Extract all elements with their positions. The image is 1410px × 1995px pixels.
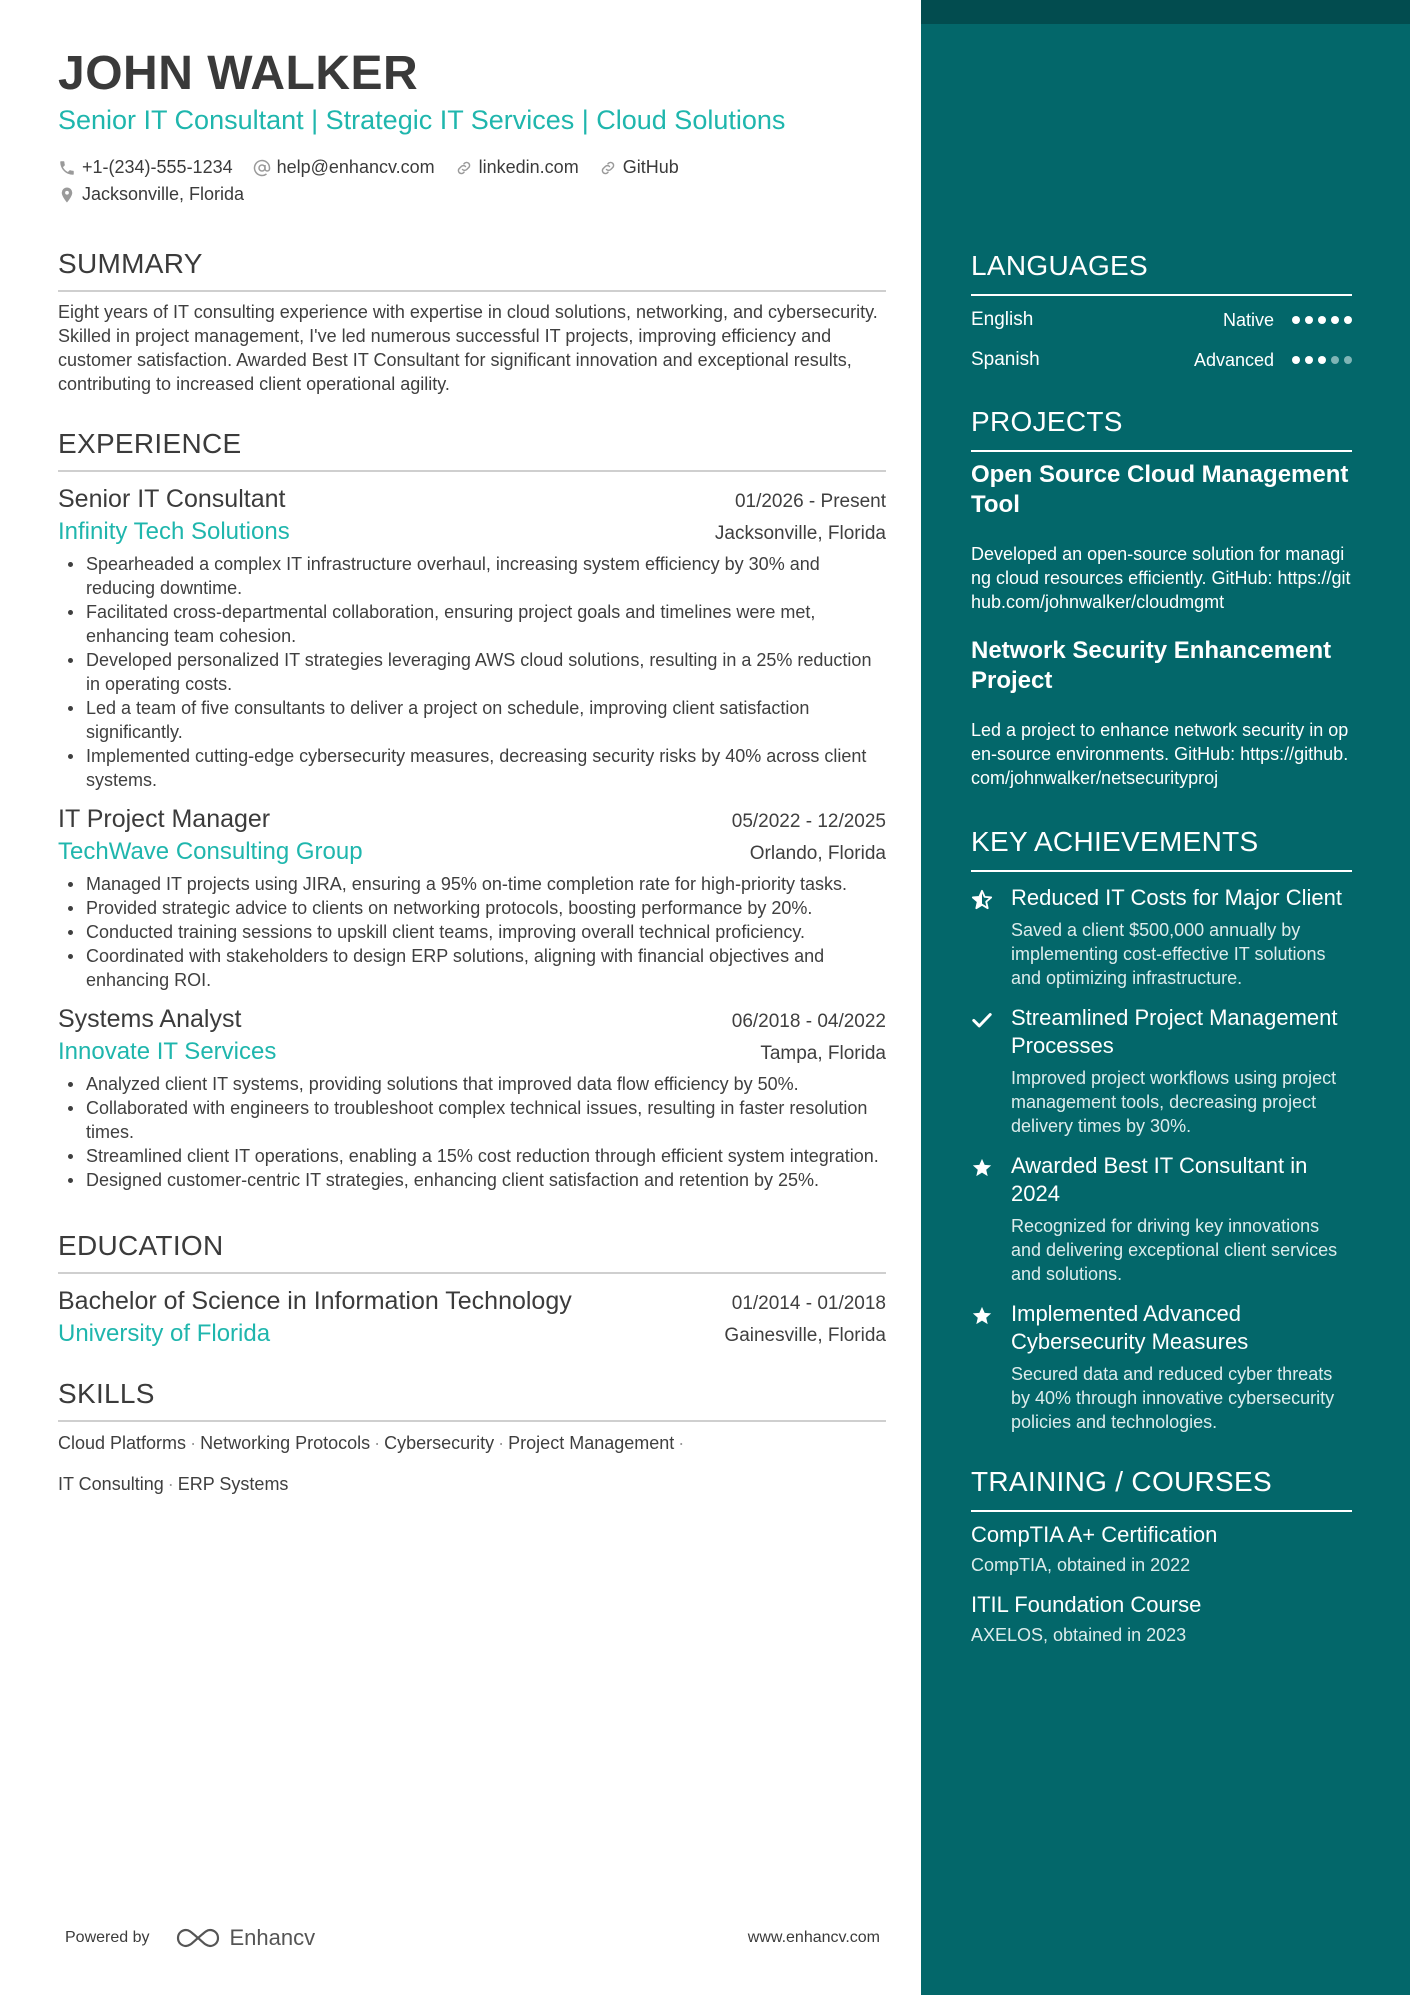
footer <box>65 1925 880 1951</box>
course-provider: AXELOS, obtained in 2023 <box>971 1625 1187 1645</box>
skill-separator: · <box>498 1433 505 1453</box>
job-bullets <box>58 872 886 992</box>
experience-title: EXPERIENCE <box>58 426 886 472</box>
half-star-icon <box>971 889 993 911</box>
course-provider: CompTIA, obtained in 2022 <box>971 1555 1191 1575</box>
achievement-description: Improved project workflows using project management tools, decreasing project delivery times by 30%. <box>1011 1068 1337 1136</box>
achievements-title: KEY ACHIEVEMENTS <box>971 824 1352 872</box>
job-location: Orlando, Florida <box>749 843 886 864</box>
achievement-title: Streamlined Project Management Processes <box>1011 1005 1338 1058</box>
course-item <box>971 1590 1352 1648</box>
course-item <box>971 1520 1352 1578</box>
achievement-description: Recognized for driving key innovations and delivering exceptional client services and solutions. <box>1011 1216 1338 1284</box>
phone-contact[interactable] <box>58 157 233 178</box>
achievement-item <box>971 1004 1352 1138</box>
checkmark-icon <box>971 1009 993 1031</box>
star-icon <box>971 1157 993 1179</box>
github-contact[interactable] <box>599 157 679 178</box>
bullet-item: Led a team of five consultants to deliver a project on schedule, improving client satisfaction significantly. <box>58 696 886 744</box>
project-item <box>971 460 1352 614</box>
projects-title: PROJECTS <box>971 404 1352 452</box>
language-row <box>971 340 1352 380</box>
achievement-description: Saved a client $500,000 annually by implementing cost-effective IT solutions and optimizing infrastructure. <box>1011 920 1326 988</box>
phone-icon <box>58 159 76 177</box>
contact-info <box>58 154 886 208</box>
language-level: Native <box>1222 309 1274 330</box>
headline: Senior IT Consultant | Strategic IT Services | Cloud Solutions <box>58 105 786 135</box>
job-bullets <box>58 1072 886 1192</box>
rating-dot <box>1292 316 1300 324</box>
job-title: Systems Analyst <box>58 1005 242 1033</box>
job-dates: 06/2018 - 04/2022 <box>731 1011 886 1032</box>
main-column <box>58 48 886 1505</box>
project-description: Developed an open-source solution for managing cloud resources efficiently. GitHub: https://github.com/johnwalker/cloudmgmt <box>971 544 1351 612</box>
education-location: Gainesville, Florida <box>724 1325 886 1346</box>
summary-text: Eight years of IT consulting experience with expertise in cloud solutions, networking, and cybersecurity. Skilled in project management, I've led numerous successful IT projects, improving efficiency and customer satisfaction. Awarded Best IT Consultant for significant innovation and exceptional results, contributing to increased client operational agility. <box>58 302 878 394</box>
language-row <box>971 300 1352 340</box>
rating-dot <box>1344 316 1352 324</box>
achievement-item <box>971 1152 1352 1286</box>
bullet-item: Collaborated with engineers to troubleshoot complex technical issues, resulting in faster resolution times. <box>58 1096 886 1144</box>
candidate-name: JOHN WALKER <box>58 47 419 100</box>
rating-dot <box>1318 316 1326 324</box>
email-text: help@enhancv.com <box>276 157 435 177</box>
skill-separator: · <box>190 1433 197 1453</box>
job-entry <box>58 802 886 992</box>
rating-dot-empty <box>1344 356 1352 364</box>
skills-row <box>58 1464 886 1505</box>
job-company: Infinity Tech Solutions <box>58 518 290 545</box>
enhancv-logo[interactable] <box>176 1925 316 1951</box>
job-company: TechWave Consulting Group <box>58 838 363 865</box>
training-section <box>971 1464 1352 1648</box>
achievement-title: Awarded Best IT Consultant in 2024 <box>1011 1153 1308 1206</box>
location-text: Jacksonville, Florida <box>82 184 245 204</box>
skill-tag: Networking Protocols <box>200 1433 371 1453</box>
language-level: Advanced <box>1193 349 1274 370</box>
linkedin-contact[interactable] <box>455 157 579 178</box>
skill-tag: ERP Systems <box>177 1474 289 1494</box>
achievement-item <box>971 1300 1352 1434</box>
achievements-section <box>971 824 1352 1434</box>
skill-separator: · <box>167 1474 174 1494</box>
project-title: Open Source Cloud Management Tool <box>971 461 1349 518</box>
bullet-item: Managed IT projects using JIRA, ensuring a 95% on-time completion rate for high-priority tasks. <box>58 872 886 896</box>
star-icon <box>971 1305 993 1327</box>
job-title: Senior IT Consultant <box>58 485 286 513</box>
achievement-title: Reduced IT Costs for Major Client <box>1011 885 1342 910</box>
bullet-item: Coordinated with stakeholders to design ERP solutions, aligning with financial objectives and enhancing ROI. <box>58 944 886 992</box>
education-title: EDUCATION <box>58 1228 886 1274</box>
education-entry <box>58 1284 886 1350</box>
sidebar <box>921 0 1410 1995</box>
job-title: IT Project Manager <box>58 805 271 833</box>
achievement-item <box>971 884 1352 990</box>
course-title: CompTIA A+ Certification <box>971 1522 1218 1547</box>
summary-title: SUMMARY <box>58 246 886 292</box>
enhancv-logo-icon <box>176 1926 222 1950</box>
languages-title: LANGUAGES <box>971 248 1352 296</box>
bullet-item: Analyzed client IT systems, providing solutions that improved data flow efficiency by 50%. <box>58 1072 886 1096</box>
language-name: English <box>971 309 1034 330</box>
training-title: TRAINING / COURSES <box>971 1464 1352 1512</box>
education-dates: 01/2014 - 01/2018 <box>731 1293 886 1314</box>
job-location: Jacksonville, Florida <box>714 523 886 544</box>
education-section <box>58 1228 886 1350</box>
bullet-item: Implemented cutting-edge cybersecurity measures, decreasing security risks by 40% across client systems. <box>58 744 886 792</box>
achievement-title: Implemented Advanced Cybersecurity Measures <box>1011 1301 1249 1354</box>
rating-dot-empty <box>1331 356 1339 364</box>
skill-separator: · <box>374 1433 381 1453</box>
rating-dot <box>1305 356 1313 364</box>
skills-title: SKILLS <box>58 1376 886 1422</box>
location-contact <box>58 184 244 205</box>
link-icon <box>455 159 473 177</box>
project-description: Led a project to enhance network security in open-source environments. GitHub: https://github.com/johnwalker/netsecurityproj <box>971 720 1349 788</box>
achievement-description: Secured data and reduced cyber threats by 40% through innovative cybersecurity policies and technologies. <box>1011 1364 1335 1432</box>
at-icon <box>253 159 271 177</box>
location-pin-icon <box>58 186 76 204</box>
powered-by-text: Powered by <box>65 1929 150 1946</box>
job-entry <box>58 1002 886 1192</box>
skill-tag: Cybersecurity <box>384 1433 495 1453</box>
rating-dot <box>1292 356 1300 364</box>
brand-text: Enhancv <box>229 1925 316 1950</box>
sidebar-top-bar <box>921 0 1410 24</box>
skill-separator: · <box>678 1433 685 1453</box>
course-title: ITIL Foundation Course <box>971 1592 1202 1617</box>
bullet-item: Streamlined client IT operations, enabling a 15% cost reduction through efficient system integration. <box>58 1144 886 1168</box>
job-location: Tampa, Florida <box>760 1043 886 1064</box>
bullet-item: Designed customer-centric IT strategies, enhancing client satisfaction and retention by 25%. <box>58 1168 886 1192</box>
skill-tag: Cloud Platforms <box>58 1433 187 1453</box>
project-title: Network Security Enhancement Project <box>971 637 1332 694</box>
rating-dot <box>1318 356 1326 364</box>
job-entry <box>58 482 886 792</box>
skill-tag: Project Management <box>508 1433 675 1453</box>
rating-dot <box>1331 316 1339 324</box>
language-rating <box>1292 316 1352 324</box>
job-dates: 05/2022 - 12/2025 <box>731 811 886 832</box>
project-item <box>971 636 1352 790</box>
skills-section <box>58 1376 886 1505</box>
experience-section <box>58 426 886 1192</box>
email-contact[interactable] <box>253 157 435 178</box>
phone-text: +1-(234)-555-1234 <box>82 157 233 177</box>
bullet-item: Provided strategic advice to clients on networking protocols, boosting performance by 20%. <box>58 896 886 920</box>
bullet-item: Developed personalized IT strategies leveraging AWS cloud solutions, resulting in a 25% reduction in operating costs. <box>58 648 886 696</box>
link-icon <box>599 159 617 177</box>
footer-url[interactable]: www.enhancv.com <box>747 1929 880 1946</box>
languages-section <box>971 248 1352 380</box>
bullet-item: Conducted training sessions to upskill client teams, improving overall technical proficiency. <box>58 920 886 944</box>
skill-tag: IT Consulting <box>58 1474 164 1494</box>
github-text: GitHub <box>622 157 679 177</box>
job-bullets <box>58 552 886 792</box>
projects-section <box>971 404 1352 790</box>
language-rating <box>1292 356 1352 364</box>
bullet-item: Spearheaded a complex IT infrastructure overhaul, increasing system efficiency by 30% and reducing downtime. <box>58 552 886 600</box>
job-dates: 01/2026 - Present <box>734 491 886 512</box>
summary-section <box>58 246 886 396</box>
linkedin-text: linkedin.com <box>478 157 579 177</box>
school: University of Florida <box>58 1320 271 1347</box>
language-name: Spanish <box>971 349 1040 370</box>
rating-dot <box>1305 316 1313 324</box>
bullet-item: Facilitated cross-departmental collaboration, ensuring project goals and timelines were met, enhancing team cohesion. <box>58 600 886 648</box>
job-company: Innovate IT Services <box>58 1038 277 1065</box>
skills-row <box>58 1423 886 1464</box>
degree: Bachelor of Science in Information Technology <box>58 1287 572 1315</box>
